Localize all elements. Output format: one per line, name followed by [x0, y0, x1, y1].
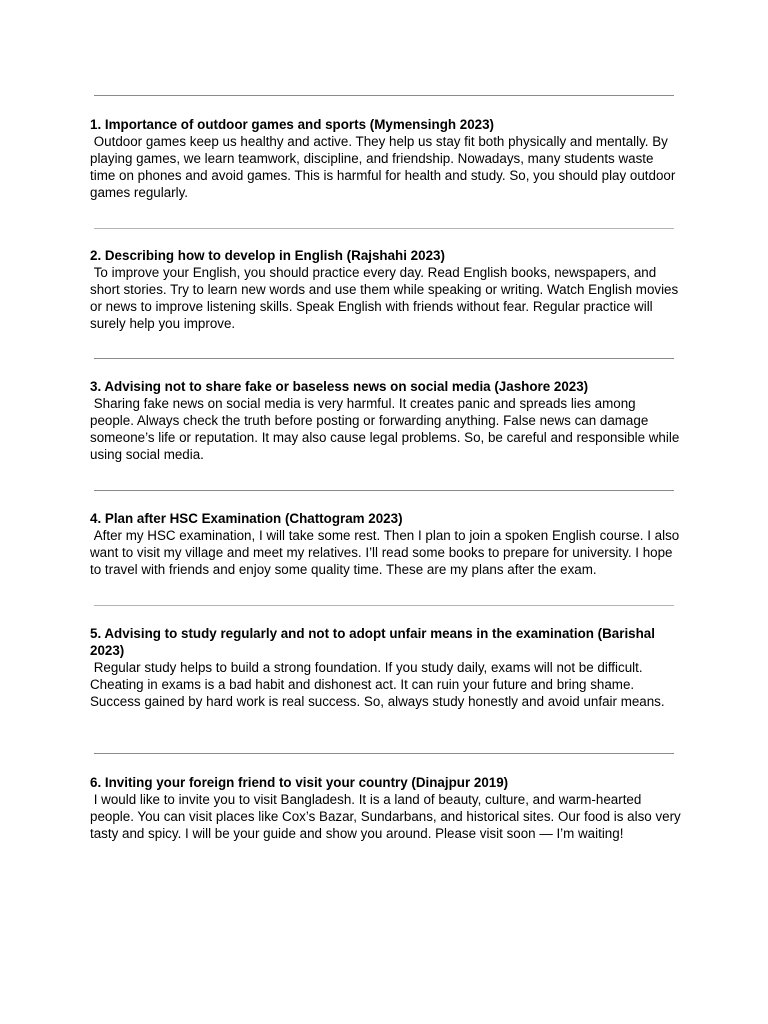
section-body: Regular study helps to build a strong foundation. If you study daily, exams will not be difficult. Cheating in exams is a bad habit and dishonest act. It can ruin your future and bring shame. Success gained by hard work is real success. So, always study honestly and avoid unfair means. — [90, 660, 665, 709]
section-heading: 1. Importance of outdoor games and sports (Mymensingh 2023) — [90, 117, 495, 132]
section-body: Sharing fake news on social media is very harmful. It creates panic and spreads lies among people. Always check the truth before posting or forwarding anything. False news can damage someone’s life or reputation. It may also cause legal problems. So, be careful and responsible while using social media. — [90, 396, 684, 462]
divider-line — [94, 358, 674, 359]
divider-line — [94, 605, 674, 606]
section-5 — [90, 625, 682, 710]
section-3 — [90, 378, 682, 463]
section-heading: 2. Describing how to develop in English (Rajshahi 2023) — [90, 248, 445, 263]
section-heading: 4. Plan after HSC Examination (Chattogram 2023) — [90, 511, 403, 526]
section-body: After my HSC examination, I will take some rest. Then I plan to join a spoken English course. I also want to visit my village and meet my relatives. I’ll read some books to prepare for university. I hope to travel with friends and enjoy some quality time. These are my plans after the exam. — [90, 528, 683, 577]
divider-line — [94, 753, 674, 754]
divider-line — [94, 228, 674, 229]
section-2 — [90, 247, 682, 332]
section-body: I would like to invite you to visit Bangladesh. It is a land of beauty, culture, and warm-hearted people. You can visit places like Cox’s Bazar, Sundarbans, and historical sites. Our food is also very tasty and spicy. I will be your guide and show you around. Please visit soon — I’m waiting! — [90, 792, 685, 841]
section-body: To improve your English, you should practice every day. Read English books, newspapers, and short stories. Try to learn new words and use them while speaking or writing. Watch English movies or news to improve listening skills. Speak English with friends without fear. Regular practice will surely help you improve. — [90, 265, 682, 331]
section-1 — [90, 116, 682, 201]
section-heading: 3. Advising not to share fake or baseless news on social media (Jashore 2023) — [90, 379, 589, 394]
section-body: Outdoor games keep us healthy and active. They help us stay fit both physically and mentally. By playing games, we learn teamwork, discipline, and friendship. Nowadays, many students waste time on phones and avoid games. This is harmful for health and study. So, you should play outdoor games regularly. — [90, 134, 680, 200]
section-heading: 6. Inviting your foreign friend to visit your country (Dinajpur 2019) — [90, 775, 509, 790]
section-6 — [90, 774, 685, 842]
divider-line — [94, 490, 674, 491]
section-heading: 5. Advising to study regularly and not to adopt unfair means in the examination (Barishal 2023) — [90, 626, 655, 658]
divider-line — [94, 95, 674, 96]
section-4 — [90, 510, 682, 578]
